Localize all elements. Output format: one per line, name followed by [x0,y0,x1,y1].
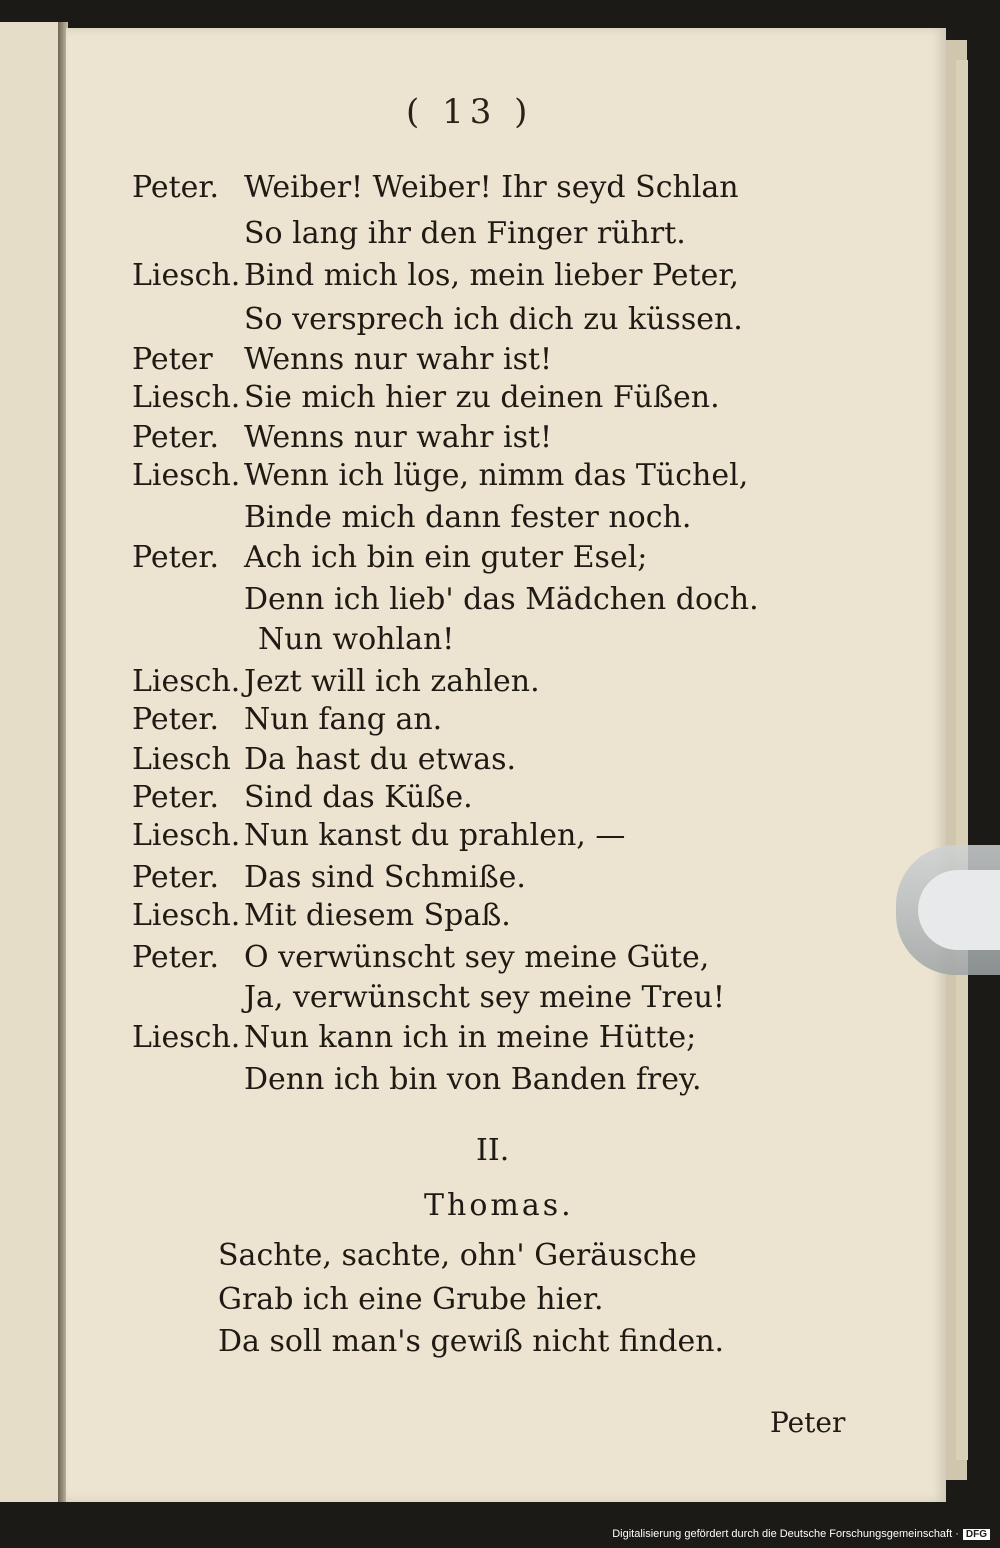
speaker-name: Peter. [132,170,219,205]
verse-line: Sachte, sachte, ohn' Geräusche [218,1238,697,1273]
paper-clip-inner [918,870,1000,950]
line-text: Das sind Schmiße. [244,860,526,895]
speaker-name: Liesch [132,742,231,777]
dfg-logo: DFG [963,1529,990,1540]
line-text: Mit diesem Spaß. [244,898,511,933]
line-text: Sind das Küße. [244,780,473,815]
page-stack-edge-inner [956,60,968,1460]
previous-page-edge [0,22,60,1502]
line-text: Ja, verwünscht sey meine Treu! [244,980,725,1015]
digitization-footer [612,1528,990,1540]
speaker-name: Peter. [132,780,219,815]
page-number: ( 13 ) [406,92,534,132]
line-text: Denn ich lieb' das Mädchen doch. [244,582,759,617]
line-text: So lang ihr den Finger rührt. [244,216,686,251]
speaker-name: Liesch. [132,258,241,293]
speaker-name: Peter. [132,702,219,737]
line-text: Ach ich bin ein guter Esel; [244,540,648,575]
line-text: Nun kanst du prahlen, — [244,818,626,853]
line-text: So versprech ich dich zu küssen. [244,302,743,337]
line-text: Binde mich dann fester noch. [244,500,692,535]
section-number: II. [476,1133,510,1168]
catchword: Peter [770,1406,846,1439]
speaker-name: Peter. [132,860,219,895]
line-text: Wenn ich lüge, nimm das Tüchel, [244,458,749,493]
speaker-name: Liesch. [132,664,241,699]
verse-line: Da soll man's gewiß nicht finden. [218,1324,725,1359]
line-text: Nun fang an. [244,702,443,737]
speaker-name: Peter. [132,540,219,575]
line-text: Wenns nur wahr ist! [244,342,553,377]
speaker-name: Peter. [132,940,219,975]
speaker-name: Liesch. [132,380,241,415]
speaker-name: Liesch. [132,458,241,493]
speaker-name: Liesch. [132,818,241,853]
line-text: Weiber! Weiber! Ihr seyd Schlan [244,170,739,205]
line-text: Jezt will ich zahlen. [244,664,540,699]
line-text: Da hast du etwas. [244,742,517,777]
footer-text: Digitalisierung gefördert durch die Deutsche Forschungsgemeinschaft · [612,1528,959,1540]
line-text: Wenns nur wahr ist! [244,420,553,455]
line-text: Sie mich hier zu deinen Füßen. [244,380,720,415]
line-text: O verwünscht sey meine Güte, [244,940,710,975]
line-text: Nun wohlan! [258,622,455,657]
line-text: Bind mich los, mein lieber Peter, [244,258,739,293]
speaker-name: Peter [132,342,213,377]
song-speaker: Thomas. [424,1188,574,1223]
speaker-name: Peter. [132,420,219,455]
verse-line: Grab ich eine Grube hier. [218,1282,604,1317]
line-text: Denn ich bin von Banden frey. [244,1062,702,1097]
line-text: Nun kann ich in meine Hütte; [244,1020,697,1055]
speaker-name: Liesch. [132,1020,241,1055]
speaker-name: Liesch. [132,898,241,933]
